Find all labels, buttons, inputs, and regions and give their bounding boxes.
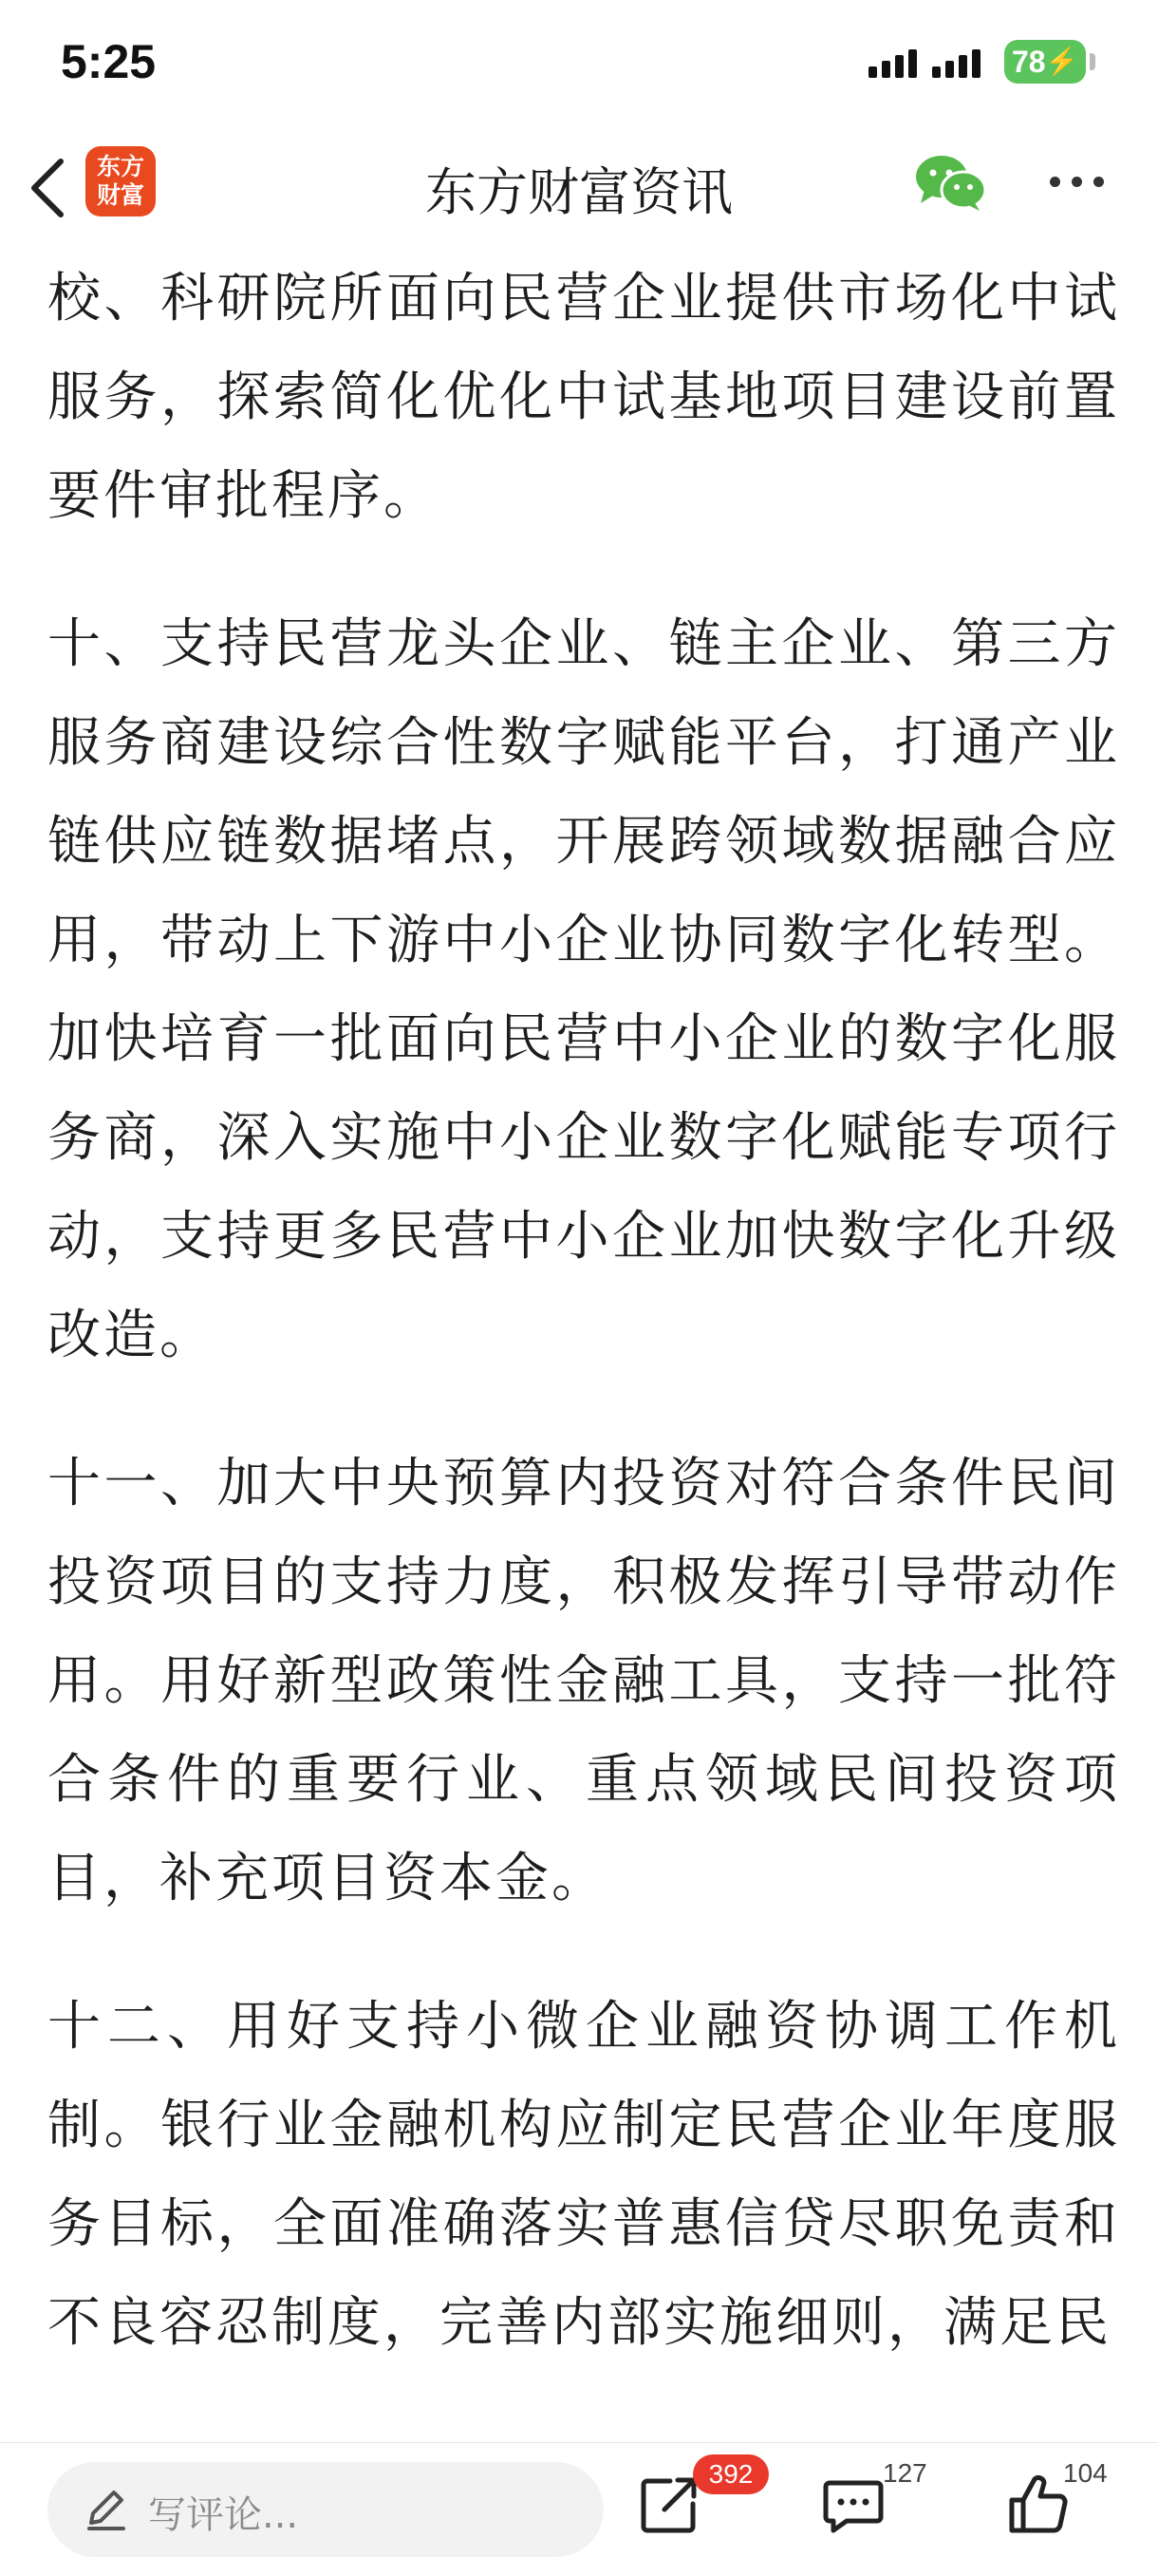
battery-indicator	[1004, 40, 1086, 84]
comment-icon[interactable]	[820, 2472, 887, 2538]
article-paragraph: 十二、用好支持小微企业融资协调工作机制。银行业金融机构应制定民营企业年度服务目标，全面准确落实普惠信贷尽职免责和不良容忍制度，完善内部实施细则，满足民	[47, 1996, 1120, 2354]
app-header	[0, 127, 1158, 249]
status-time: 5:25	[61, 35, 157, 88]
pen-icon	[84, 2485, 129, 2534]
share-count-badge: 392	[693, 2454, 769, 2494]
wechat-icon[interactable]	[913, 152, 987, 213]
comment-count: 127	[883, 2458, 927, 2488]
article-paragraph: 校、科研院所面向民营企业提供市场化中试服务，探索简化优化中试基地项目建设前置要件审批程序。	[47, 268, 1120, 527]
thumbs-up-icon[interactable]	[1004, 2472, 1071, 2538]
battery-tip	[1090, 53, 1095, 70]
comment-input[interactable]	[47, 2462, 604, 2557]
like-count: 104	[1063, 2458, 1108, 2488]
charging-icon: ⚡	[1045, 47, 1078, 76]
article-paragraph: 十、支持民营龙头企业、链主企业、第三方服务商建设综合性数字赋能平台，打通产业链供应链数据堵点，开展跨领域数据融合应用，带动上下游中小企业协同数字化转型。加快培育一批面向民营中小企业的数字化服务商，深入实施中小企业数字化赋能专项行动，支持更多民营中小企业加快数字化升级改造。	[47, 613, 1120, 1366]
logo-text-line2: 财富	[96, 181, 144, 209]
signal-icon-2	[932, 49, 981, 78]
bottom-action-bar	[0, 2442, 1158, 2576]
battery-level: 78	[1012, 45, 1046, 79]
article-paragraph: 十一、加大中央预算内投资对符合条件民间投资项目的支持力度，积极发挥引导带动作用。用好新型政策性金融工具，支持一批符合条件的重要行业、重点领域民间投资项目，补充项目资本金。	[47, 1453, 1120, 1909]
article-body	[0, 249, 1158, 2442]
logo-text-line1: 东方	[96, 153, 144, 180]
share-icon[interactable]	[636, 2472, 702, 2538]
status-bar	[0, 0, 1158, 127]
signal-icon	[868, 49, 917, 78]
comment-placeholder: 写评论...	[148, 2493, 299, 2537]
page-title: 东方财富资讯	[425, 162, 733, 222]
more-dots-icon[interactable]	[1050, 177, 1104, 187]
